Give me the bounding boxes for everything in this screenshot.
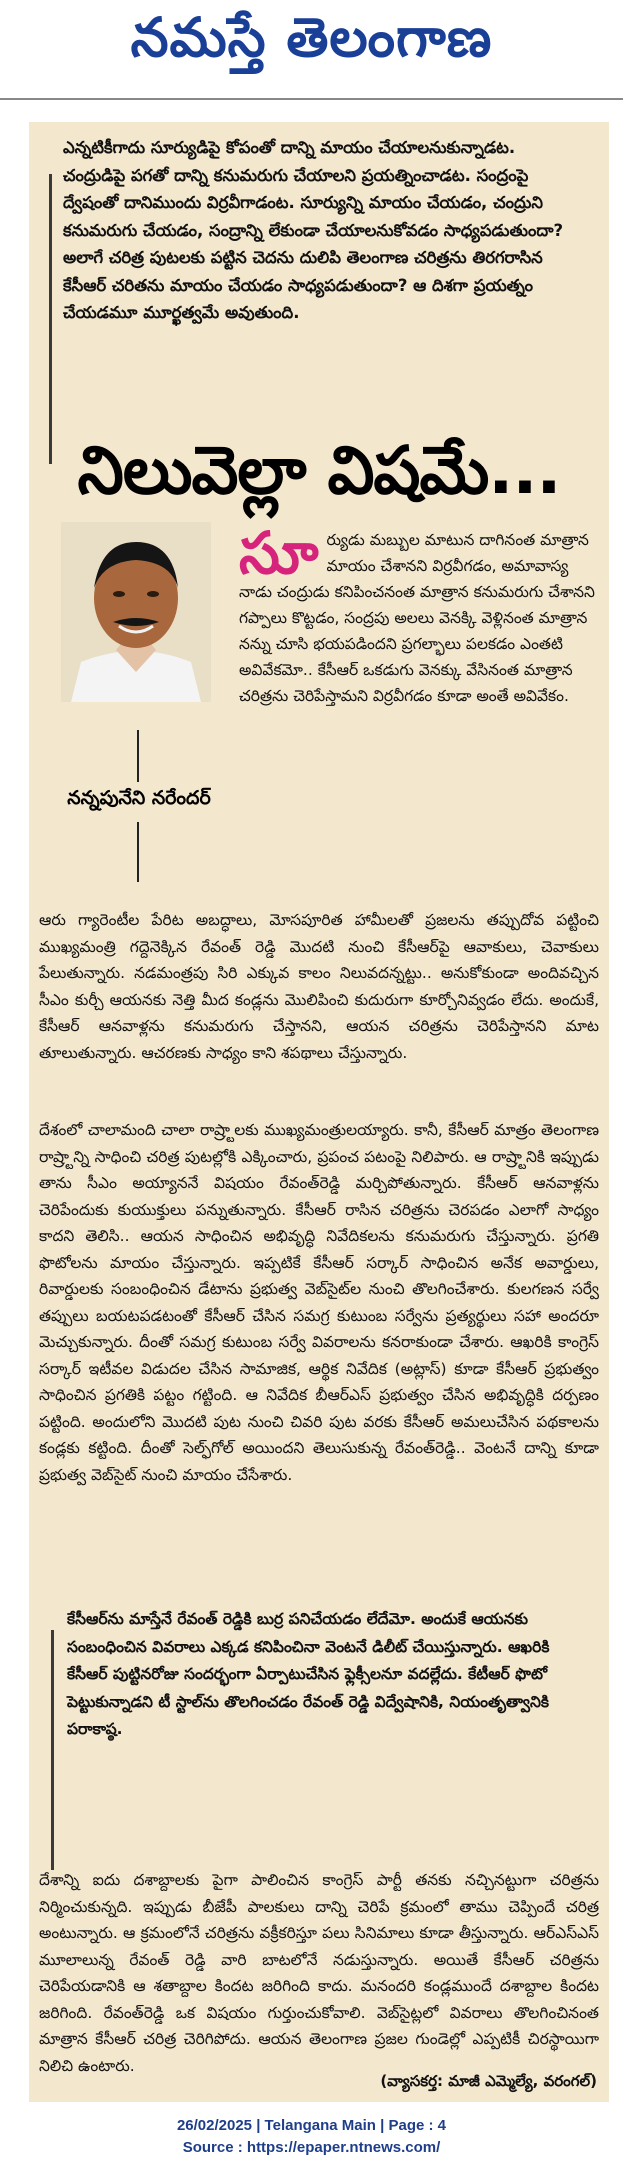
author-divider-top [137, 730, 139, 782]
dropcap: సూ [239, 519, 319, 587]
epaper-footer [0, 2115, 623, 2159]
pullquote: కేసీఆర్‌ను మాస్తేనే రేవంత్ రెడ్డికి బుర్ర పనిచేయడం లేదేమో. అందుకే ఆయనకు సంబంధించిన వివరాలు ఎక్కడ కనిపించినా వెంటనే డిలీట్ చేయిస్తున్నారు. ఆఖరికి కేసీఆర్ పుట్టినరోజు సందర్భంగా ఏర్పాటుచేసిన ఫ్లెక్సీలనూ వదల్లేదు. కేటీఆర్ ఫొటో పెట్టుకున్నాడని టీ స్టాల్‌ను తొలగించడం రేవంత్ రెడ్డి విద్వేషానికి, నియంతృత్వానికి పరాకాష్ఠ. [67, 1610, 550, 1738]
article-clipping [29, 122, 609, 2102]
author-name: నన్నపునేని నరేందర్ [67, 787, 211, 809]
author-divider-bottom [137, 822, 139, 882]
body-paragraph-3: దేశాన్ని ఐదు దశాబ్దాలకు పైగా పాలించిన కాంగ్రెస్ పార్టీ తనకు నచ్చినట్టుగా చరిత్రను నిర్మించుకున్నది. ఇప్పుడు బీజేపీ పాలకులు దాన్ని చెరిపే క్రమంలో తాము చెప్పిందే చరిత్ర అంటున్నారు. ఆ క్రమంలోనే చరిత్రను వక్రీకరిస్తూ పలు సినిమాలు కూడా తీస్తున్నారు. ఆర్‌ఎస్‌ఎస్ మూలాలున్న రేవంత్ రెడ్డి వారి బాటలోనే నడుస్తున్నారు. అయితే కేసీఆర్ చరిత్రను చెరిపేయడానికి ఆ శతాబ్దాల కిందట జరిగింది కాదు. మనందరి కండ్లముందే దశాబ్దాల కిందట జరిగింది. రేవంత్‌రెడ్డి ఒక విషయం గుర్తుంచుకోవాలి. వెబ్‌సైట్లలో వివరాలు తొలగించినంత మాత్రాన కేసీఆర్ చరిత్ర చెరిగిపోదు. ఆయన తెలంగాణ ప్రజల గుండెల్లో ఎప్పటికీ చిరస్థాయిగా నిలిచి ఉంటారు. [39, 1871, 599, 2075]
article-headline: నిలువెల్లా విషమే... [77, 432, 561, 509]
intro-bar [49, 174, 52, 464]
author-credit: (వ్యాసకర్త: మాజీ ఎమ్మెల్యే, వరంగల్) [380, 2072, 597, 2090]
masthead [0, 0, 623, 100]
footer-date-line: 26/02/2025 | Telangana Main | Page : 4 [176, 2117, 447, 2134]
author-photo [61, 522, 211, 702]
masthead-rule [0, 98, 623, 100]
lead-text: ర్యుడు మబ్బుల మాటున దాగినంత మాత్రాన మాయం చేశానని విర్రవీగడం, అమావాస్య నాడు చంద్రుడు కనిపించనంత మాత్రాన కనుమరుగు చేశానని గప్పాలు కొట్టడం, సంద్రపు అలలు వెనక్కి వెళ్లినంత మాత్రాన నన్ను చూసి భయపడిందని ప్రగల్భాలు పలకడం ఎంతటి అవివేకమో.. కేసీఆర్ ఒకడుగు వెనక్కు వేసినంత మాత్రాన చరిత్రను చెరిపేస్తామని విర్రవీగడం కూడా అంతే అవివేకం. [239, 531, 595, 705]
body-paragraph-1: ఆరు గ్యారెంటీల పేరిట అబద్ధాలు, మోసపూరిత హామీలతో ప్రజలను తప్పుదోవ పట్టించి ముఖ్యమంత్రి గద్దెనెక్కిన రేవంత్ రెడ్డి మొదటి నుంచి కేసీఆర్‌పై ఆవాకులు, చెవాకులు పేలుతున్నారు. నడమంత్రపు సిరి ఎక్కువ కాలం నిలువదన్నట్టు.. అనుకోకుండా అందివచ్చిన సీఎం కుర్చీ ఆయనకు నెత్తి మీద కండ్లను మొలిపించి కుదురుగా కూర్చోనివ్వడం లేదు. అందుకే, కేసీఆర్ ఆనవాళ్లను కనుమరుగు చేస్తానని, ఆయన చరిత్రను చెరిపేస్తానని మాట తూలుతున్నారు. ఆచరణకు సాధ్యం కాని శపథాలు చేస్తున్నారు. [39, 911, 599, 1062]
pullquote-bar [51, 1630, 54, 1870]
article-intro: ఎన్నటికీగాదు సూర్యుడిపై కోపంతో దాన్ని మాయం చేయాలనుకున్నాడట. చంద్రుడిపై పగతో దాన్ని కనుమరుగు చేయాలని ప్రయత్నించాడట. సంద్రంపై ద్వేషంతో దానిముందు విర్రవీగాడంట. సూర్యున్ని మాయం చేయడం, చంద్రుని కనుమరుగు చేయడం, సంద్రాన్ని లేకుండా చేయాలనుకోవడం సాధ్యపడుతుందా? అలాగే చరిత్ర పుటలకు పట్టిన చెదను దులిపి తెలంగాణ చరిత్రను తిరగరాసిన కేసీఆర్ చరితను మాయం చేయడం సాధ్యపడుతుందా? ఆ దిశగా ప్రయత్నం చేయడమూ మూర్ఖత్వమే అవుతుంది. [63, 138, 564, 322]
lead-column [239, 519, 601, 709]
footer-source-line: Source : https://epaper.ntnews.com/ [182, 2139, 441, 2156]
newspaper-title: నమస్తే తెలంగాణ [130, 6, 493, 69]
body-paragraph-2: దేశంలో చాలామంది చాలా రాష్ర్టాలకు ముఖ్యమంత్రులయ్యారు. కానీ, కేసీఆర్ మాత్రం తెలంగాణ రాష్ర్టాన్ని సాధించి చరిత్ర పుటల్లోకి ఎక్కించారు, ప్రపంచ పటంపై నిలిపారు. ఆ రాష్ర్టానికి ఇప్పుడు తాను సీఎం అయ్యాననే విషయం రేవంత్‌రెడ్డి మర్చిపోతున్నారు. కేసీఆర్ ఆనవాళ్లను చెరిపేందుకు కుయుక్తులు పన్నుతున్నారు. కేసీఆర్ రాసిన చరిత్రను చెరపడం ఎలాగో సాధ్యం కాదని తెలిసి.. ఆయన సాధించిన అభివృద్ధి నివేదికలను కనుమరుగు చేస్తున్నారు. ప్రగతి ఫొటోలను మాయం చేస్తున్నారు. ఇప్పటికే కేసీఆర్ సర్కార్ సాధించిన అనేక అవార్డులు, రివార్డులకు సంబంధించిన డేటాను ప్రభుత్వ వెబ్‌సైట్‌ల నుంచి తొలగించేశారు. కులగణన సర్వే తప్పులు బయటపడటంతో కేసీఆర్ చేసిన సమగ్ర కుటుంబ సర్వేను ప్రత్యర్థులు సహా అందరూ మెచ్చుకున్నారు. దీంతో సమగ్ర కుటుంబ సర్వే వివరాలను కనరాకుండా చేశారు. ఆఖరికి కాంగ్రెస్ సర్కార్ ఇటీవల విడుదల చేసిన సామాజిక, ఆర్థిక నివేదిక (అట్లాస్) కూడా కేసీఆర్ ప్రభుత్వం సాధించిన ప్రగతికి పట్టం గట్టింది. ఆ నివేదిక బీఆర్‌ఎస్ ప్రభుత్వం చేసిన అభివృద్ధికి దర్పణం పట్టింది. అందులోని మొదటి పుట నుంచి చివరి పుట వరకు కేసీఆర్ అమలుచేసిన పథకాలను కండ్లకు కట్టింది. దీంతో సెల్ఫ్‌గోల్ అయిందని తెలుసుకున్న రేవంత్‌రెడ్డి.. వెంటనే దాన్ని కూడా ప్రభుత్వ వెబ్‌సైట్ నుంచి మాయం చేసేశారు. [39, 1121, 599, 1484]
author-portrait-image [61, 522, 211, 702]
